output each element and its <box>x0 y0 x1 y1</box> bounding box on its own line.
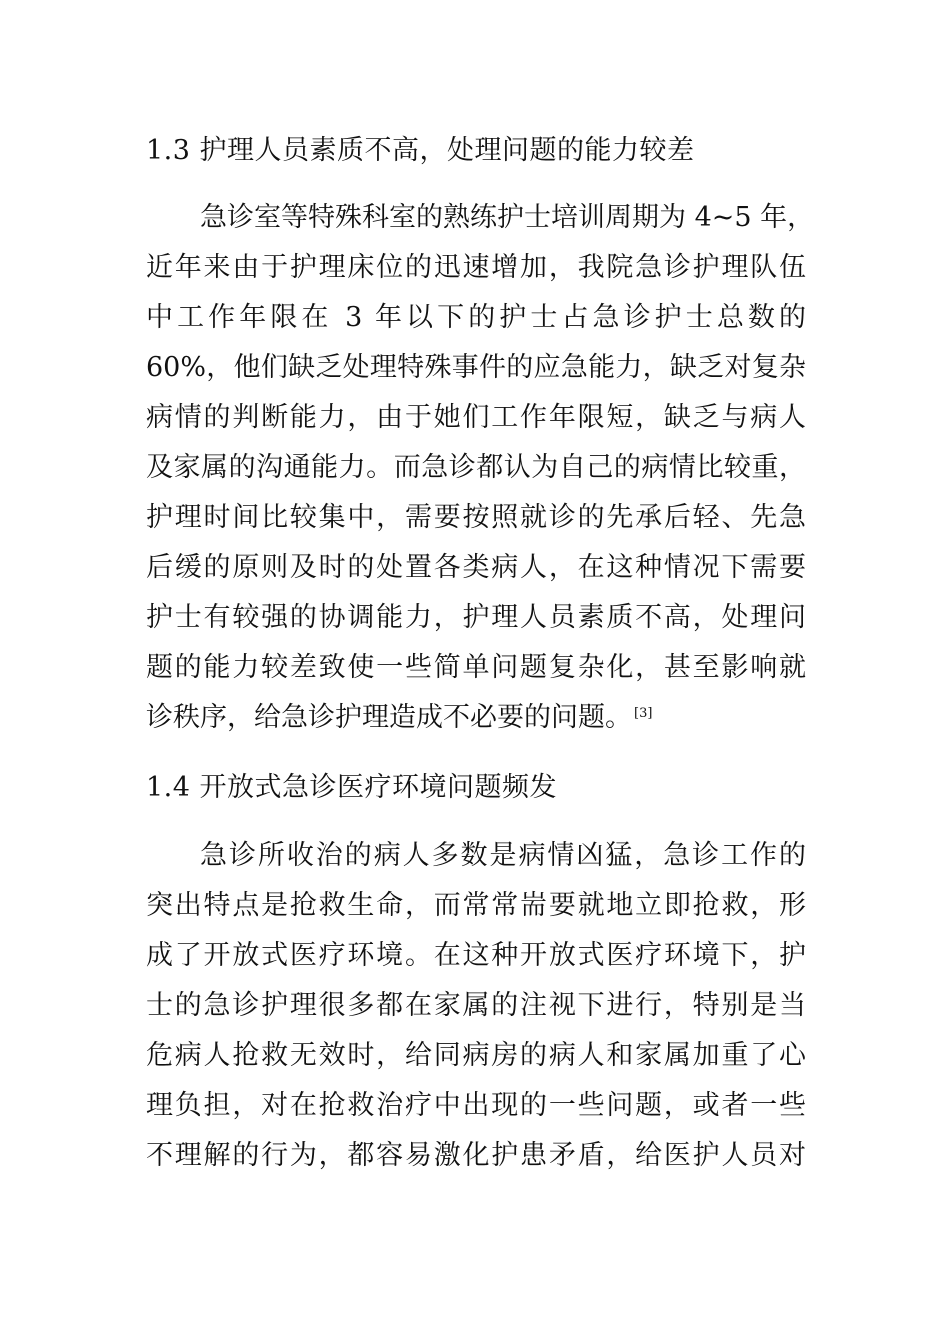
section-heading-1-3: 1.3 护理人员素质不高，处理问题的能力较差 <box>146 135 695 166</box>
paragraph-line: 急诊所收治的病人多数是病情凶猛，急诊工作的 <box>200 840 806 871</box>
paragraph-line: 成了开放式医疗环境。在这种开放式医疗环境下，护 <box>146 940 806 971</box>
paragraph-line: 近年来由于护理床位的迅速增加，我院急诊护理队伍 <box>146 252 806 283</box>
paragraph-line: 护士有较强的协调能力，护理人员素质不高，处理问 <box>146 602 806 633</box>
paragraph-line: 危病人抢救无效时，给同病房的病人和家属加重了心 <box>146 1040 806 1071</box>
paragraph-line: 病情的判断能力，由于她们工作年限短，缺乏与病人 <box>146 402 806 433</box>
paragraph-line: 急诊室等特殊科室的熟练护士培训周期为 4~5 年， <box>200 202 815 233</box>
paragraph-line: 及家属的沟通能力。而急诊都认为自己的病情比较重， <box>146 452 806 483</box>
paragraph-line: 护理时间比较集中，需要按照就诊的先承后轻、先急 <box>146 502 806 533</box>
paragraph-line: 后缓的原则及时的处置各类病人，在这种情况下需要 <box>146 552 806 583</box>
paragraph-line: 60%，他们缺乏处理特殊事件的应急能力，缺乏对复杂 <box>146 352 806 383</box>
paragraph-line: 中工作年限在 3 年以下的护士占急诊护士总数的 <box>146 302 806 333</box>
citation-reference: [3] <box>634 706 653 721</box>
paragraph-line: 题的能力较差致使一些简单问题复杂化，甚至影响就 <box>146 652 806 683</box>
paragraph-line-text: 诊秩序，给急诊护理造成不必要的问题。 <box>146 702 632 733</box>
paragraph-line: 理负担，对在抢救治疗中出现的一些问题，或者一些 <box>146 1090 806 1121</box>
section-heading-1-4: 1.4 开放式急诊医疗环境问题频发 <box>146 772 558 803</box>
paragraph-line: 不理解的行为，都容易激化护患矛盾，给医护人员对 <box>146 1140 806 1171</box>
paragraph-last-line <box>146 700 806 736</box>
paragraph-line: 突出特点是抢救生命，而常常耑要就地立即抢救，形 <box>146 890 806 921</box>
paragraph-line: 士的急诊护理很多都在家属的注视下进行，特别是当 <box>146 990 806 1021</box>
